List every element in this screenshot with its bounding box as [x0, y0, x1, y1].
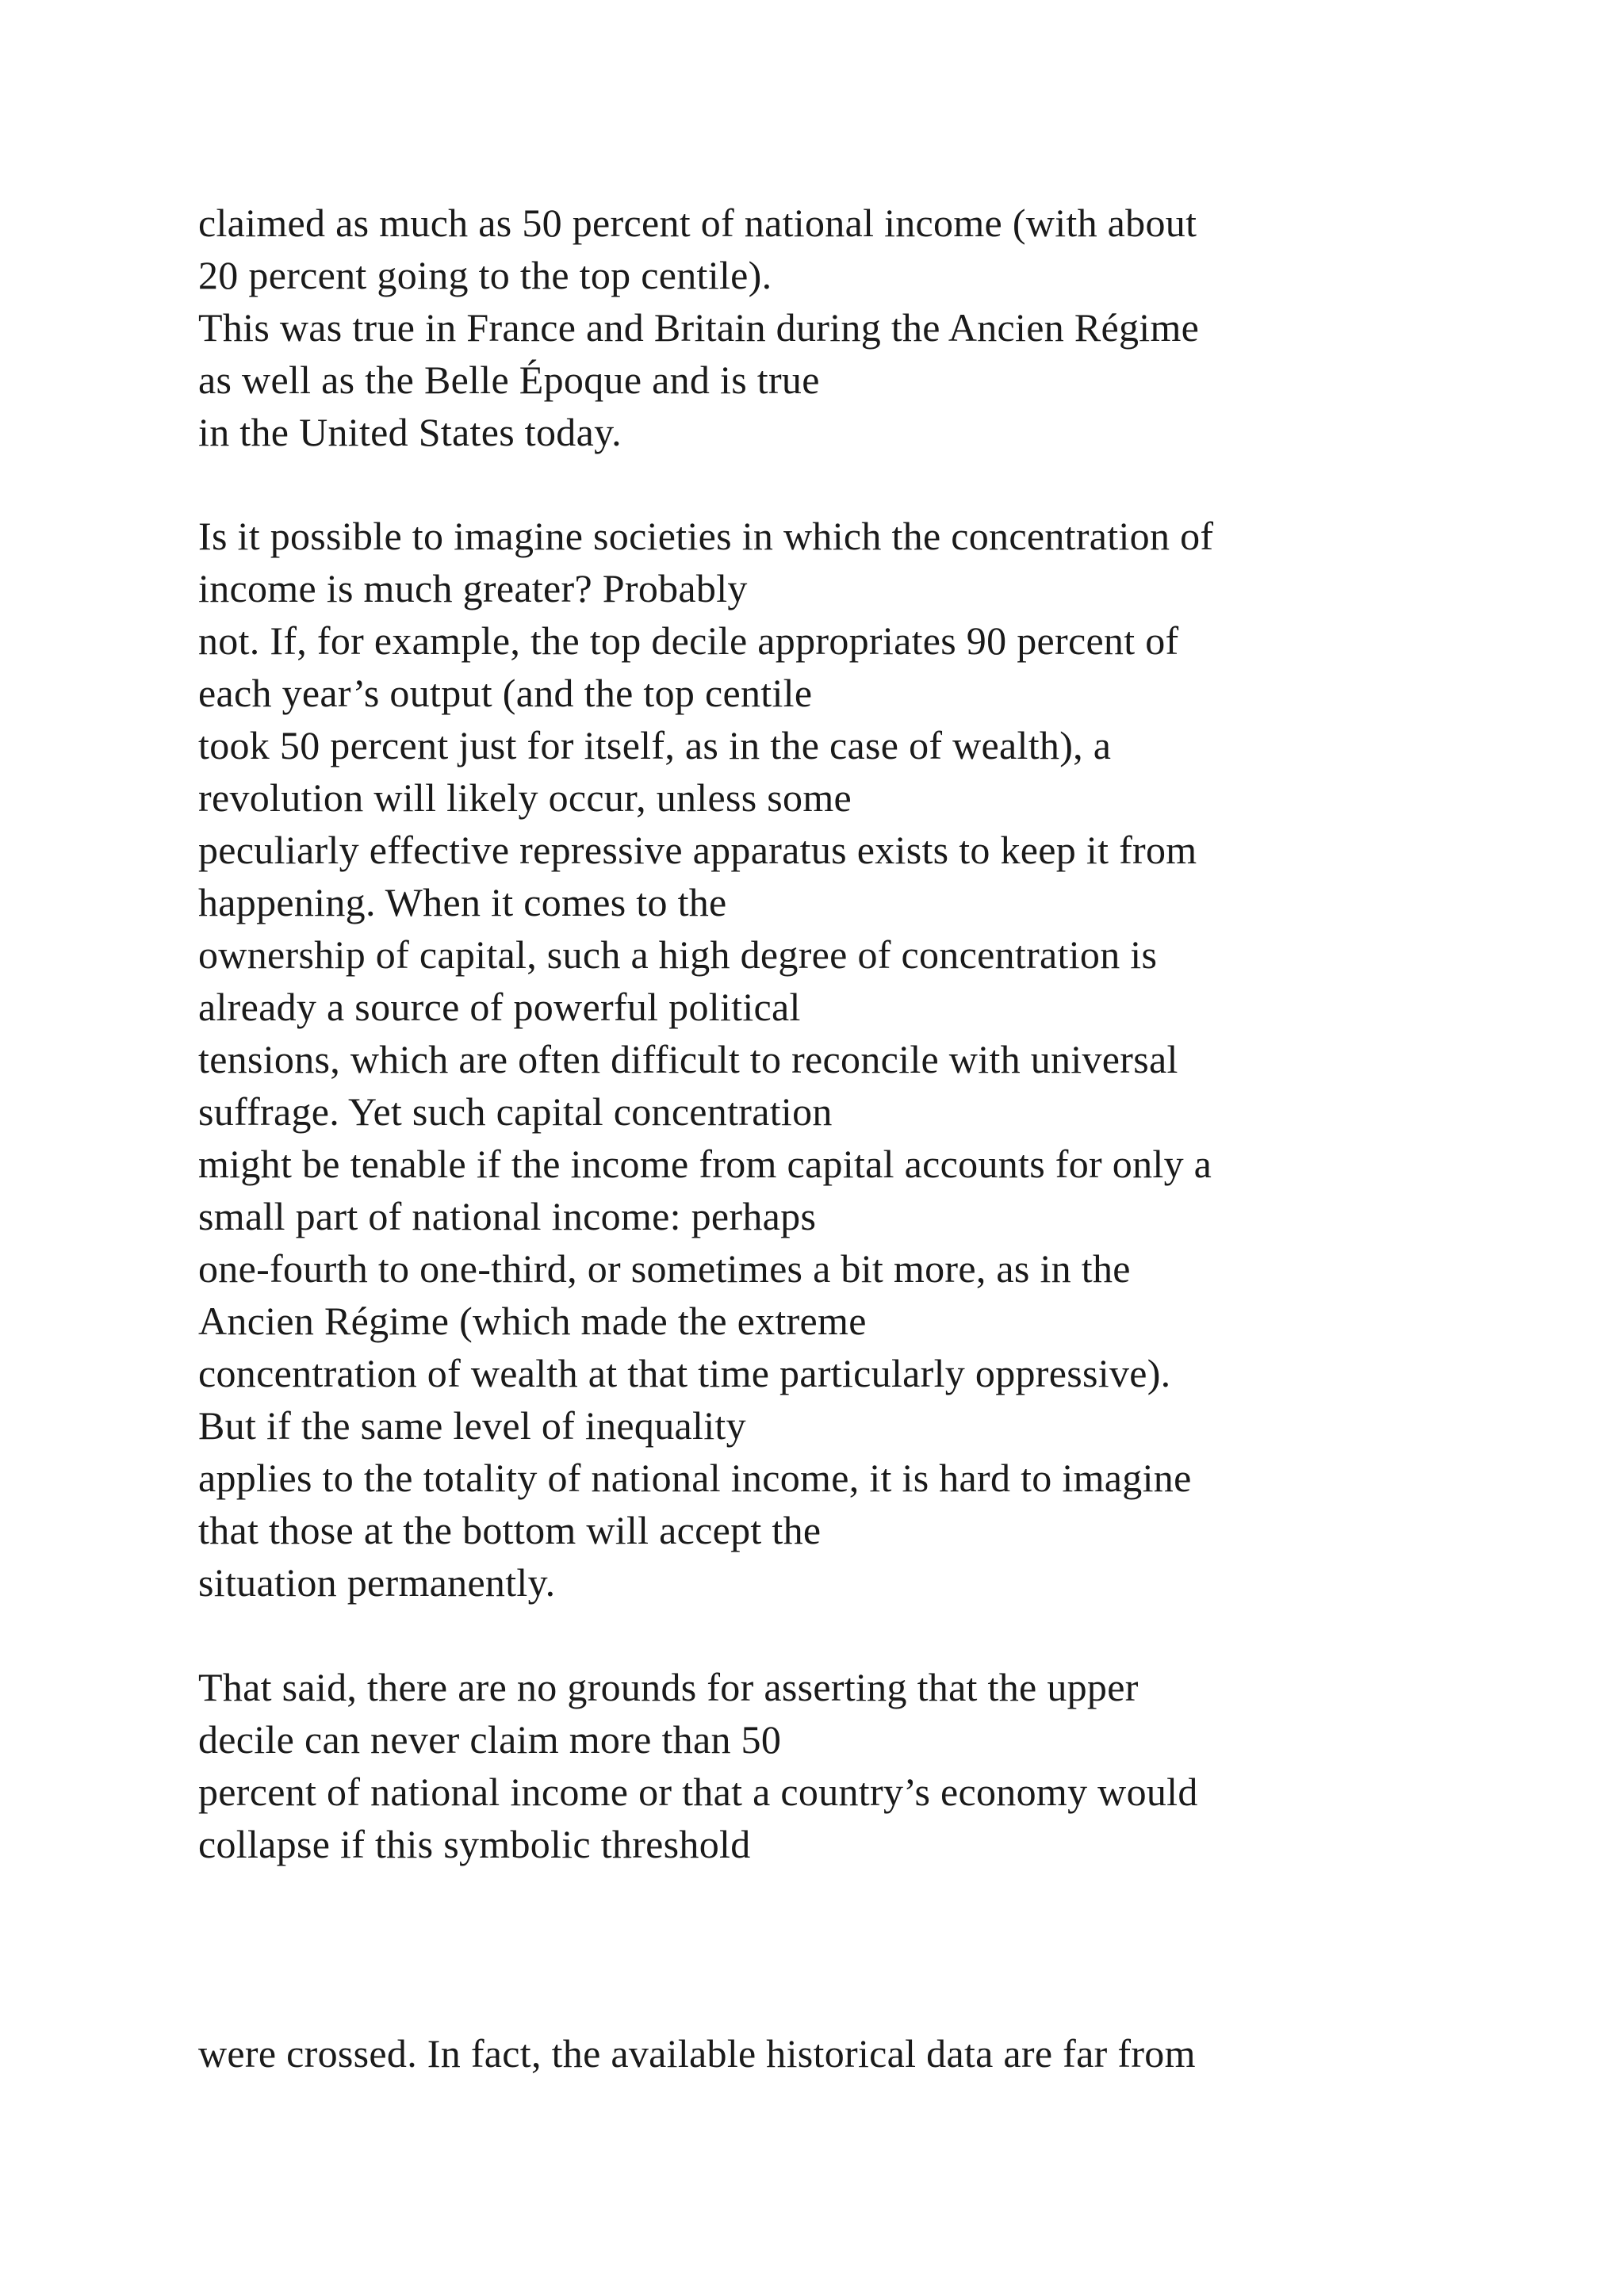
text-line: revolution will likely occur, unless some — [198, 775, 852, 820]
text-line: one-fourth to one-third, or sometimes a bit more, as in the — [198, 1246, 1131, 1291]
text-line: ownership of capital, such a high degree of concentration is — [198, 932, 1158, 977]
text-line: This was true in France and Britain during the Ancien Régime — [198, 305, 1200, 350]
text-line: income is much greater? Probably — [198, 566, 748, 610]
text-line: might be tenable if the income from capital accounts for only a — [198, 1142, 1212, 1186]
text-line: suffrage. Yet such capital concentration — [198, 1089, 833, 1134]
text-line: That said, there are no grounds for asserting that the upper — [198, 1665, 1139, 1709]
text-line: not. If, for example, the top decile appropriates 90 percent of — [198, 618, 1179, 663]
text-line: claimed as much as 50 percent of national income (with about — [198, 201, 1197, 245]
text-line: that those at the bottom will accept the — [198, 1508, 822, 1552]
text-line: already a source of powerful political — [198, 985, 801, 1029]
text-line: But if the same level of inequality — [198, 1403, 746, 1448]
text-line: percent of national income or that a country’s economy would — [198, 1770, 1198, 1814]
text-line: Is it possible to imagine societies in which the concentration of — [198, 514, 1214, 558]
text-line: peculiarly effective repressive apparatus exists to keep it from — [198, 828, 1197, 872]
text-line: situation permanently. — [198, 1560, 556, 1605]
text-line: tensions, which are often difficult to reconcile with universal — [198, 1037, 1178, 1081]
text-line: concentration of wealth at that time particularly oppressive). — [198, 1351, 1171, 1395]
text-line: happening. When it comes to the — [198, 880, 727, 924]
text-line: 20 percent going to the top centile). — [198, 253, 772, 297]
text-line: were crossed. In fact, the available historical data are far from — [198, 2031, 1196, 2076]
text-line: took 50 percent just for itself, as in the case of wealth), a — [198, 723, 1112, 767]
text-line: in the United States today. — [198, 410, 622, 454]
text-line: each year’s output (and the top centile — [198, 671, 813, 715]
text-line: decile can never claim more than 50 — [198, 1717, 782, 1762]
text-line: Ancien Régime (which made the extreme — [198, 1299, 867, 1343]
text-line: applies to the totality of national income, it is hard to imagine — [198, 1456, 1192, 1500]
text-line: small part of national income: perhaps — [198, 1194, 817, 1238]
text-line: collapse if this symbolic threshold — [198, 1822, 751, 1866]
text-line: as well as the Belle Époque and is true — [198, 358, 820, 402]
